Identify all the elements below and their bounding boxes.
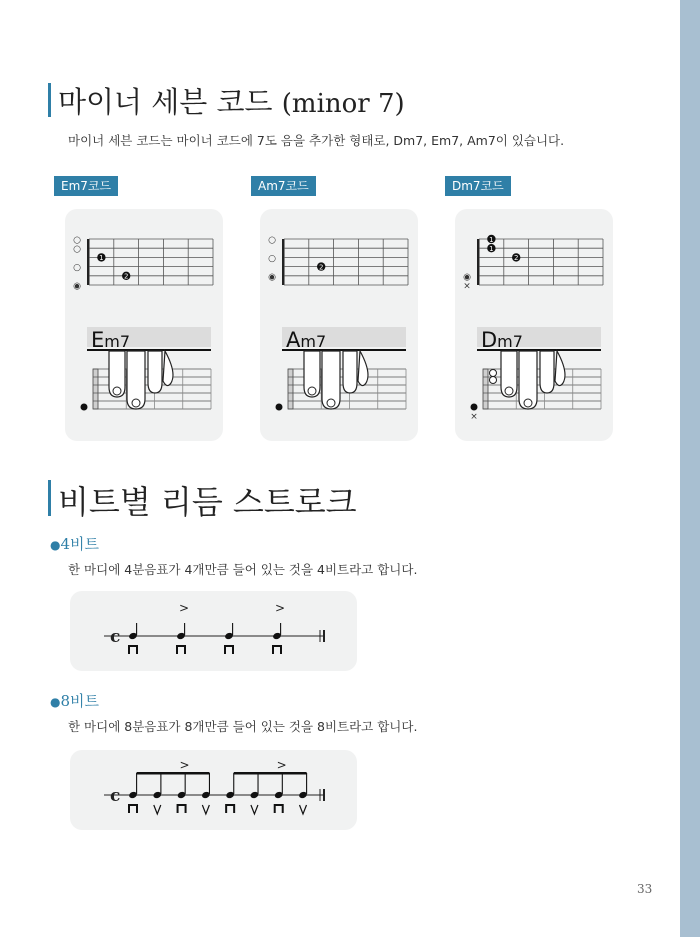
accent-mark: > bbox=[179, 758, 190, 772]
fingertip bbox=[308, 387, 316, 395]
fingertip bbox=[490, 370, 497, 377]
time-signature: c bbox=[110, 786, 121, 806]
beat-heading-4 bbox=[50, 533, 99, 554]
side-tab bbox=[680, 0, 700, 937]
beat-description-8: 한 마디에 8분음표가 8개만큼 들어 있는 것을 8비트라고 합니다. bbox=[68, 719, 418, 734]
section1-description: 마이너 세븐 코드는 마이너 코드에 7도 음을 추가한 형태로, Dm7, Em7, Am7이 있습니다. bbox=[68, 133, 565, 148]
chord-name: Dm7 bbox=[481, 328, 523, 352]
finger-number: 1 bbox=[489, 235, 494, 244]
hand-finger-4 bbox=[555, 351, 565, 386]
chord-diagram-dm7 bbox=[455, 209, 613, 441]
downstroke-mark bbox=[129, 805, 137, 813]
chord-label-em7: Em7코드 bbox=[54, 176, 118, 196]
string-mark: ○ bbox=[268, 235, 276, 246]
chord-card-em7 bbox=[65, 209, 223, 441]
accent-mark: > bbox=[274, 601, 286, 615]
downstroke-mark bbox=[177, 646, 185, 654]
fingertip bbox=[132, 399, 140, 407]
beam bbox=[234, 772, 307, 775]
fingertip bbox=[113, 387, 121, 395]
downstroke-mark bbox=[275, 805, 283, 813]
chord-diagram-am7 bbox=[260, 209, 418, 441]
chord-card-am7 bbox=[260, 209, 418, 441]
accent-mark: > bbox=[178, 601, 190, 615]
string-mark: ○ bbox=[73, 244, 81, 255]
string-mark: ○ bbox=[73, 235, 81, 246]
hand-finger-3 bbox=[148, 351, 162, 393]
chord-diagram-em7 bbox=[65, 209, 223, 441]
bullet-icon: ● bbox=[50, 695, 61, 709]
time-signature: c bbox=[110, 627, 121, 647]
root-dot bbox=[276, 404, 283, 411]
string-mark: ◉ bbox=[463, 272, 471, 283]
rhythm-card-4beat bbox=[70, 591, 357, 671]
string-mark: ◉ bbox=[73, 281, 81, 292]
upstroke-mark bbox=[202, 805, 209, 814]
page-number: 33 bbox=[637, 882, 653, 896]
title-bar bbox=[48, 83, 51, 117]
finger-number: 2 bbox=[318, 263, 324, 272]
hand-finger-4 bbox=[163, 351, 173, 386]
rhythm-notation-4beat bbox=[70, 591, 357, 671]
nut bbox=[282, 239, 285, 285]
beat-heading-text: 4비트 bbox=[60, 535, 100, 553]
string-mark: ◉ bbox=[268, 272, 276, 283]
bullet-icon: ● bbox=[50, 538, 61, 552]
hand-finger-3 bbox=[540, 351, 554, 393]
chord-name: Em7 bbox=[91, 328, 131, 352]
fingertip bbox=[490, 377, 497, 384]
downstroke-mark bbox=[178, 805, 186, 813]
string-mark: ○ bbox=[268, 253, 276, 264]
finger-number: 2 bbox=[513, 254, 519, 263]
beam bbox=[137, 772, 210, 775]
finger-number: 1 bbox=[489, 245, 494, 253]
upstroke-mark bbox=[251, 805, 258, 814]
upstroke-mark bbox=[154, 805, 161, 814]
downstroke-mark bbox=[129, 646, 137, 654]
beat-heading-text: 8비트 bbox=[60, 692, 100, 710]
hand-finger-3 bbox=[343, 351, 357, 393]
chord-card-dm7 bbox=[455, 209, 613, 441]
rhythm-title: 비트별 리듬 스트로크 bbox=[58, 483, 357, 521]
upstroke-mark bbox=[300, 805, 307, 814]
fretboard-nut bbox=[288, 369, 293, 409]
fingertip bbox=[524, 399, 532, 407]
string-mark: × bbox=[463, 281, 471, 292]
mute-mark: × bbox=[470, 412, 478, 422]
downstroke-mark bbox=[226, 805, 234, 813]
fretboard-nut bbox=[93, 369, 98, 409]
chord-name: Am7 bbox=[286, 328, 327, 352]
beat-heading-8 bbox=[50, 690, 99, 711]
rhythm-card-8beat bbox=[70, 750, 357, 830]
downstroke-mark bbox=[273, 646, 281, 654]
title-korean: 마이너 세븐 코드 bbox=[58, 85, 273, 119]
finger-number: 2 bbox=[123, 272, 129, 281]
root-dot bbox=[81, 404, 88, 411]
nut bbox=[477, 239, 480, 285]
finger-number: 1 bbox=[99, 254, 104, 263]
downstroke-mark bbox=[225, 646, 233, 654]
nut bbox=[87, 239, 90, 285]
rhythm-notation-8beat bbox=[70, 750, 357, 830]
root-dot bbox=[471, 404, 478, 411]
title-bar bbox=[48, 480, 51, 516]
accent-mark: > bbox=[276, 758, 287, 772]
chord-label-am7: Am7코드 bbox=[251, 176, 316, 196]
hand-finger-4 bbox=[358, 351, 368, 386]
fretboard-nut bbox=[483, 369, 488, 409]
title-latin: (minor 7) bbox=[281, 89, 405, 119]
chord-label-dm7: Dm7코드 bbox=[445, 176, 511, 196]
beat-description-4: 한 마디에 4분음표가 4개만큼 들어 있는 것을 4비트라고 합니다. bbox=[68, 562, 418, 577]
fingertip bbox=[505, 387, 513, 395]
fingertip bbox=[327, 399, 335, 407]
string-mark: ○ bbox=[73, 263, 81, 274]
